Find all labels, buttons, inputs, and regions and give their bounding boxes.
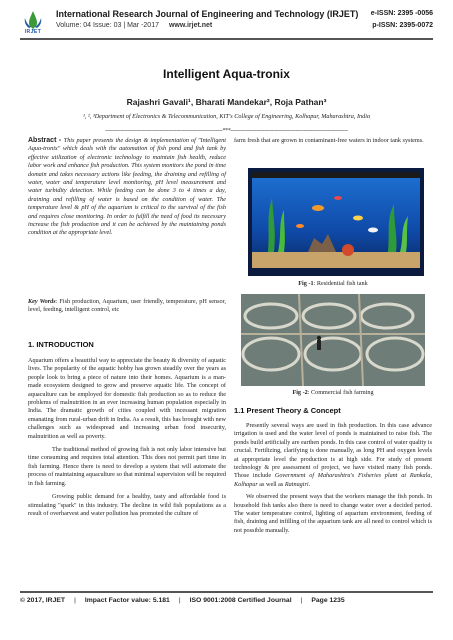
- intro-paragraph: Aquarium offers a beautiful way to appreciate the beauty & diversity of aquatic lives. The popularity of the aquatic hobby has grown steadily over the years as people look to bring a piece of nature into their homes. Aquarium is a man-made ecosystem designed to grow and preserve aquatic life. The concept of aquaculture can be employed for domestic fish production so as to reduce the problems of malnutrition in an ever increasing human population especially in India. The dramatic growth of cities coupled with incessant migration emanating from rural-urban drift in India. As a result, this has brought with new challenges such as widespread and increasing urban food insecurity, malnutrition as well as poverty.: [28, 357, 226, 440]
- footer-separator: |: [178, 597, 181, 604]
- figure-1-caption-text: : Residential fish tank: [313, 280, 368, 287]
- abstract: [28, 137, 226, 238]
- section-text: .: [308, 480, 311, 488]
- section-text-italic: Government of Maharashtra's Fisheries plant at Rankala, Kolhapur: [234, 472, 432, 488]
- intro-paragraph: The traditional method of growing fish is not only labor intensive but time consuming and requires total attention. This does not permit part time in fish farming. Hence there is need to develop a system that will automate the process of maintaining aquaculture so that minimal supervision will be required in fish farming.: [28, 446, 226, 487]
- figure-2-label: Fig -2: [292, 389, 308, 396]
- aquarium-illustration: [248, 168, 424, 276]
- section-1-1-body: [234, 422, 432, 539]
- footer-impact-factor: Impact Factor value: 5.181: [84, 597, 170, 604]
- keywords-label: Key Words: [28, 298, 56, 305]
- keywords-text: : Fish production, Aquarium, user friendly, temperature, pH sensor, level, feeding, intelligent control, etc: [28, 298, 226, 314]
- section-paragraph: We observed the present ways that the workers manage the fish ponds. In household fish tanks also there is need to change water over a decided period. The water temperature control, lighting of aquarium environment, feeding of fish, draining and infilling of the aquarium tank are all need to control which is not possible manually.: [234, 493, 432, 534]
- figure-1-label: Fig -1: [298, 280, 314, 287]
- continued-text: farm fresh that are grown in contaminant-free waters in indoor tank systems.: [234, 137, 424, 144]
- figure-2-caption-text: : Commercial fish farming: [307, 389, 374, 396]
- section-1-1-heading: 1.1 Present Theory & Concept: [234, 406, 341, 415]
- footer-separator: |: [74, 597, 76, 604]
- keywords: [28, 298, 226, 315]
- section-text-italic: Ratnagiri: [284, 480, 309, 488]
- journal-website-link[interactable]: www.irjet.net: [168, 22, 213, 29]
- figure-1-caption: [234, 280, 432, 287]
- introduction-heading: 1. INTRODUCTION: [28, 340, 94, 349]
- volume-issue: Volume: 04 Issue: 03 | Mar -2017: [56, 22, 159, 29]
- figure-2-caption: [234, 389, 432, 396]
- logo-text: IRJET: [24, 29, 42, 35]
- section-paragraph: [234, 422, 432, 489]
- footer-copyright: © 2017, IRJET: [20, 597, 66, 604]
- footer-iso: ISO 9001:2008 Certified Journal: [189, 597, 292, 604]
- commercial-fish-farm-image: [241, 294, 425, 386]
- footer-page-number: Page 1235: [311, 597, 345, 604]
- footer-separator: |: [300, 597, 303, 604]
- e-issn: e-ISSN: 2395 -0056: [370, 10, 433, 17]
- author-affiliation: ¹, ², ³Department of Electronics & Telecommunication, KIT's College of Engineering, Kolhapur, Maharashtra, India: [82, 113, 371, 120]
- residential-fish-tank-image: [248, 168, 424, 276]
- section-text: Presently several ways are used in fish production. In this case advance irrigation is used and the water level of ponds is maintained to raise fish. The ponds build artificially are earthen ponds. In this case control of water quality is crucial. Fertilizing, clarifying is done manually, as long PH and oxygen levels at appropriate level the production is at high side. For study of present technology & pre assessment of project, we have visited many fish ponds. Those include: [234, 422, 432, 480]
- paper-title: Intelligent Aqua-tronix: [163, 67, 290, 81]
- introduction-body: [28, 357, 226, 523]
- journal-title: International Research Journal of Engineering and Technology (IRJET): [56, 9, 359, 19]
- journal-header: [0, 0, 453, 40]
- section-separator: ---------------------------------------------------------------------***---------------------------------------------------------------------: [105, 128, 348, 134]
- abstract-text: This paper presents the design & implementation of "Intelligent Aqua-tronix" which deals with the automation of fish pond and fish tank by effective utilization of electronic technology to maintain fish health, reduce labor work and enhance fish production. This system monitors the pond in time domain and takes necessary actions like feeding, the draining and refilling of water, water and temperature level monitoring, pH level measurement and water turbidity detection. While feeding can be done 3 to 4 times a day, draining and refilling of water is based on the condition of water. The temperature level & pH of the aquarium is critical to the survival of the fish and requires close monitoring. In order to fulfill the need of food its necessary increase the fish production and it can be achieved by the maintaining ponds condition at the appropriate level.: [28, 137, 226, 237]
- paper-authors: Rajashri Gavali¹, Bharati Mandekar², Roja Pathan³: [126, 97, 327, 107]
- page-footer: [20, 597, 433, 604]
- fish-farm-illustration: [241, 294, 425, 386]
- intro-paragraph: Growing public demand for a healthy, tasty and affordable food is stimulating "spark" in this industry. The decline in wild fish populations as a result of overharvest and water pollution has promoted the culture of: [28, 493, 226, 517]
- section-text: as well as: [257, 480, 285, 488]
- journal-volume-line: [56, 22, 212, 29]
- abstract-label: Abstract -: [28, 137, 64, 144]
- header-divider: [20, 38, 433, 40]
- footer-divider: [20, 591, 433, 593]
- p-issn: p-ISSN: 2395-0072: [372, 22, 433, 29]
